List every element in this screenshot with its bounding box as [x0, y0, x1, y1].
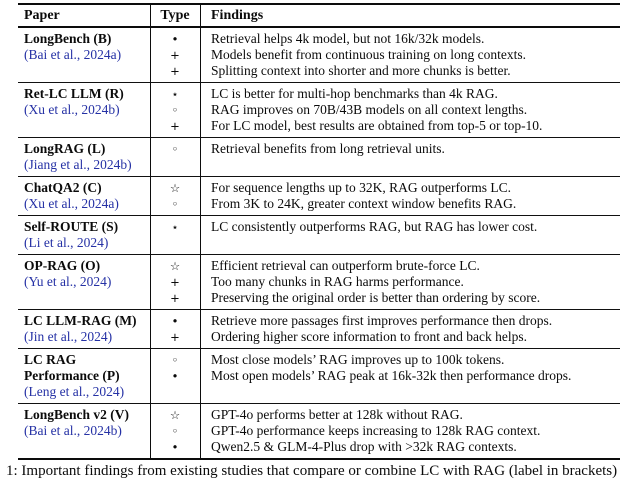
type-symbol-open-star-icon: ☆ — [169, 181, 181, 195]
findings-cell — [200, 219, 620, 251]
type-symbol-open-star-icon: ☆ — [169, 408, 181, 422]
finding-line: LC is better for multi-hop benchmarks than 4k RAG. — [211, 86, 498, 101]
finding-line: Preserving the original order is better than ordering by score. — [211, 290, 541, 305]
table-row — [18, 309, 620, 348]
type-symbol-open-circle-icon: ◦ — [171, 353, 179, 367]
paper-cell — [18, 31, 150, 79]
type-symbol-plus-icon: + — [170, 48, 180, 62]
finding-line: Ordering higher score information to front and back helps. — [211, 329, 528, 344]
findings-cell — [200, 180, 620, 212]
column-divider — [200, 5, 201, 458]
citation-link[interactable]: (Xu et al., 2024b) — [24, 102, 120, 117]
type-symbol-open-star-icon: ☆ — [169, 259, 181, 273]
table-row — [18, 215, 620, 254]
finding-line: For sequence lengths up to 32K, RAG outperforms LC. — [211, 180, 511, 195]
header-findings: Findings — [211, 8, 264, 23]
finding-line: Retrieval helps 4k model, but not 16k/32k models. — [211, 31, 485, 46]
finding-line: GPT-4o performance keeps increasing to 128k RAG context. — [211, 423, 541, 438]
type-symbol-filled-star-icon: ⋆ — [171, 87, 179, 101]
citation-link[interactable]: (Jiang et al., 2024b) — [24, 157, 132, 172]
type-symbol-open-circle-icon: ◦ — [171, 142, 179, 156]
paper-name: Ret-LC LLM (R) — [24, 86, 124, 101]
findings-cell — [200, 352, 620, 400]
finding-line: Most open models’ RAG peak at 16k-32k then performance drops. — [211, 368, 572, 383]
type-cell — [150, 219, 200, 251]
type-symbol-plus-icon: + — [170, 275, 180, 289]
type-cell — [150, 141, 200, 173]
findings-cell — [200, 313, 620, 345]
finding-line: GPT-4o performs better at 128k without RAG. — [211, 407, 463, 422]
finding-line: Too many chunks in RAG harms performance. — [211, 274, 464, 289]
type-symbol-plus-icon: + — [170, 330, 180, 344]
table-row — [18, 137, 620, 176]
table-row — [18, 176, 620, 215]
finding-line: Efficient retrieval can outperform brute-force LC. — [211, 258, 480, 273]
table-row — [18, 348, 620, 403]
paper-name: ChatQA2 (C) — [24, 180, 102, 195]
finding-line: Qwen2.5 & GLM-4-Plus drop with >32k RAG contexts. — [211, 439, 517, 454]
citation-link[interactable]: (Jin et al., 2024) — [24, 329, 113, 344]
paper-name: Self-ROUTE (S) — [24, 219, 119, 234]
paper-cell — [18, 86, 150, 134]
type-symbol-bullet-icon: • — [171, 32, 179, 46]
finding-line: Retrieval benefits from long retrieval units. — [211, 141, 445, 156]
paper-cell — [18, 180, 150, 212]
paper-name-line2: Performance (P) — [24, 368, 120, 383]
citation-link[interactable]: (Xu et al., 2024a) — [24, 196, 119, 211]
paper-cell — [18, 407, 150, 455]
finding-line: For LC model, best results are obtained from top-5 or top-10. — [211, 118, 543, 133]
type-symbol-filled-star-icon: ⋆ — [171, 220, 179, 234]
type-symbol-bullet-icon: • — [171, 369, 179, 383]
type-cell — [150, 180, 200, 212]
type-symbol-bullet-icon: • — [171, 440, 179, 454]
findings-cell — [200, 86, 620, 134]
paper-cell — [18, 219, 150, 251]
table-row — [18, 254, 620, 309]
findings-cell — [200, 31, 620, 79]
findings-table — [18, 3, 620, 460]
paper-name: LC RAG — [24, 352, 77, 367]
type-symbol-open-circle-icon: ◦ — [171, 197, 179, 211]
paper-name: OP-RAG (O) — [24, 258, 101, 273]
paper-name: LongBench v2 (V) — [24, 407, 130, 422]
findings-cell — [200, 258, 620, 306]
table-row — [18, 28, 620, 82]
type-symbol-open-circle-icon: ◦ — [171, 103, 179, 117]
header-type: Type — [160, 8, 190, 23]
paper-cell — [18, 352, 150, 400]
paper-name: LC LLM-RAG (M) — [24, 313, 137, 328]
table-row — [18, 82, 620, 137]
type-symbol-open-circle-icon: ◦ — [171, 424, 179, 438]
table-header-row — [18, 5, 620, 28]
citation-link[interactable]: (Bai et al., 2024b) — [24, 423, 122, 438]
column-divider — [150, 5, 151, 458]
type-cell — [150, 313, 200, 345]
type-symbol-bullet-icon: • — [171, 314, 179, 328]
table-row — [18, 403, 620, 458]
type-cell — [150, 258, 200, 306]
findings-cell — [200, 407, 620, 455]
type-symbol-plus-icon: + — [170, 291, 180, 305]
citation-link[interactable]: (Li et al., 2024) — [24, 235, 109, 250]
finding-line: Splitting context into shorter and more chunks is better. — [211, 63, 511, 78]
citation-link[interactable]: (Bai et al., 2024a) — [24, 47, 122, 62]
paper-name: LongBench (B) — [24, 31, 112, 46]
type-cell — [150, 407, 200, 455]
paper-name: LongRAG (L) — [24, 141, 106, 156]
finding-line: RAG improves on 70B/43B models on all context lengths. — [211, 102, 528, 117]
paper-cell — [18, 141, 150, 173]
paper-cell — [18, 313, 150, 345]
findings-cell — [200, 141, 620, 173]
type-cell — [150, 86, 200, 134]
table-caption: 1: Important findings from existing studies that compare or combine LC with RAG (label in brackets) — [6, 463, 618, 479]
finding-line: From 3K to 24K, greater context window benefits RAG. — [211, 196, 517, 211]
paper-cell — [18, 258, 150, 306]
finding-line: Most close models’ RAG improves up to 100k tokens. — [211, 352, 505, 367]
header-paper: Paper — [24, 8, 60, 23]
citation-link[interactable]: (Yu et al., 2024) — [24, 274, 112, 289]
type-cell — [150, 352, 200, 400]
finding-line: Models benefit from continuous training on long contexts. — [211, 47, 526, 62]
type-symbol-plus-icon: + — [170, 119, 180, 133]
finding-line: Retrieve more passages first improves performance then drops. — [211, 313, 553, 328]
finding-line: LC consistently outperforms RAG, but RAG has lower cost. — [211, 219, 538, 234]
type-symbol-plus-icon: + — [170, 64, 180, 78]
type-cell — [150, 31, 200, 79]
citation-link[interactable]: (Leng et al., 2024) — [24, 384, 125, 399]
